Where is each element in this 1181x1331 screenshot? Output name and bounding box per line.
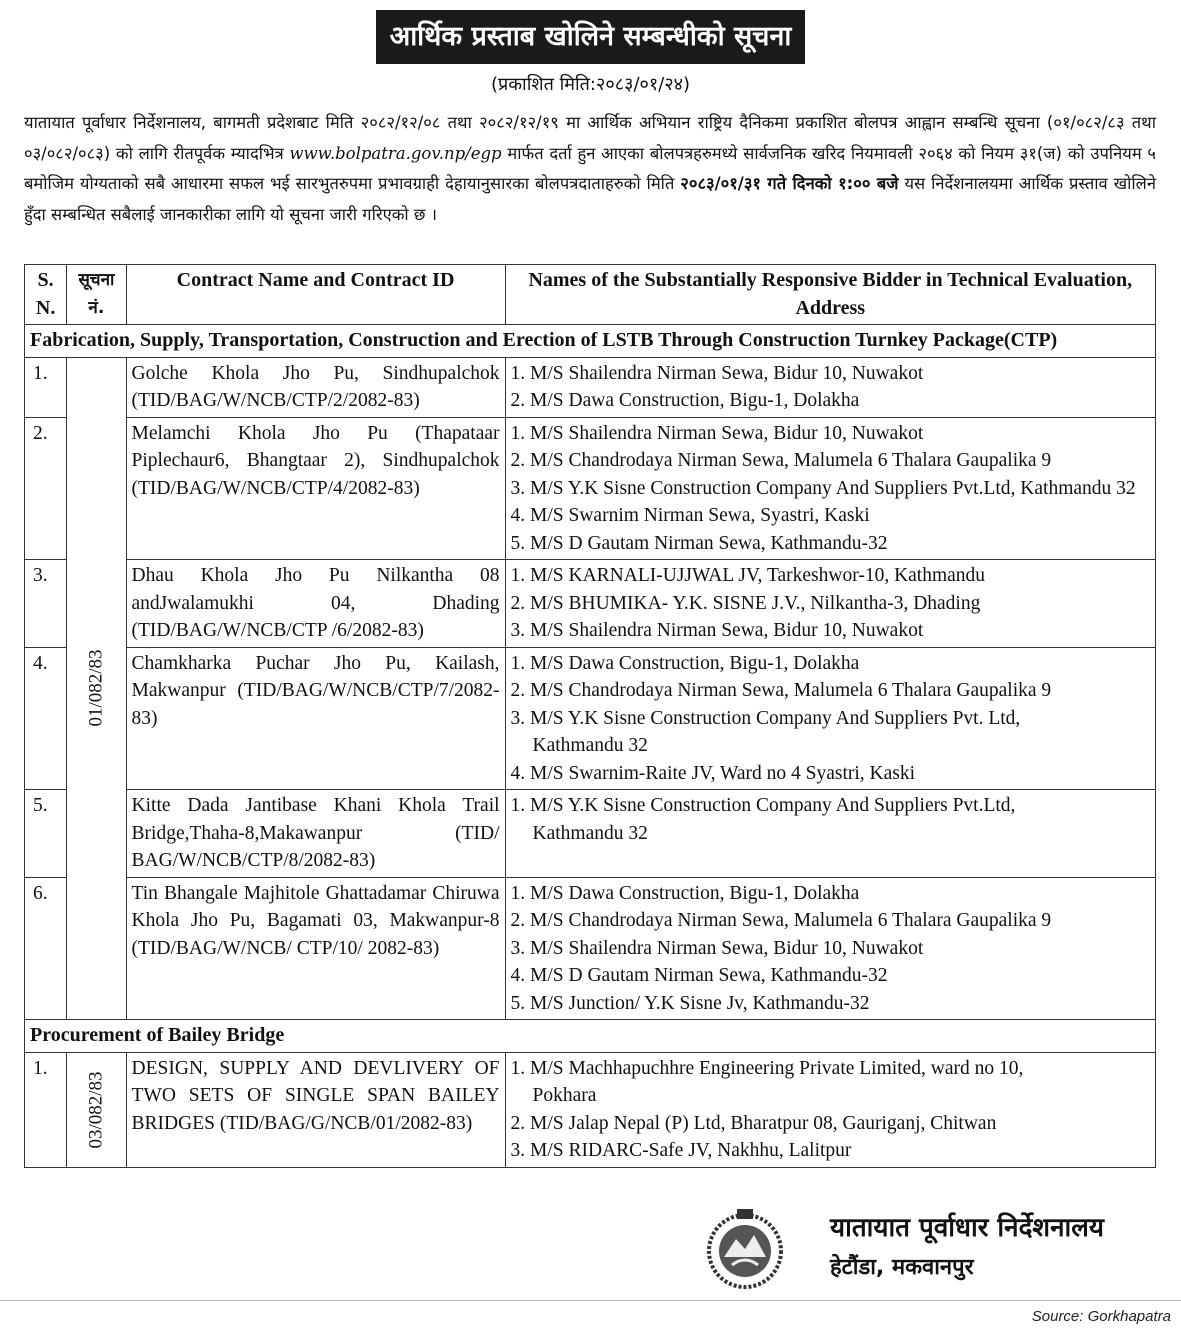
issuing-organization	[830, 1208, 1104, 1288]
table-row	[25, 560, 1156, 648]
section-row	[25, 1020, 1156, 1053]
bidder-item: 1. M/S Shailendra Nirman Sewa, Bidur 10, Nuwakot	[510, 422, 924, 444]
table-row	[25, 357, 1156, 417]
section-title: Fabrication, Supply, Transportation, Construction and Erection of LSTB Through Construction Turnkey Package(CTP)	[25, 325, 1156, 358]
table-row	[25, 877, 1156, 1020]
bidder-list	[505, 417, 1155, 560]
bidder-item: 4. M/S Swarnim-Raite JV, Ward no 4 Syastri, Kaski	[510, 762, 916, 784]
contract-name: Kitte Dada Jantibase Khani Khola Trail Bridge,Thaha-8,Makawanpur (TID/ BAG/W/NCB/CTP/8/2082-83)	[126, 790, 505, 878]
contract-name: Melamchi Khola Jho Pu (Thapataar Piplechaur6, Bhangtaar 2), Sindhupalchok (TID/BAG/W/NCB/CTP/4/2082-83)	[126, 417, 505, 560]
bidder-list	[505, 1052, 1155, 1167]
table-row	[25, 790, 1156, 878]
bolpatra-link[interactable]: www.bolpatra.gov.np/egp	[289, 143, 502, 163]
section-row	[25, 325, 1156, 358]
bidder-item: 3. M/S Shailendra Nirman Sewa, Bidur 10, Nuwakot	[510, 620, 924, 641]
bidder-item: 1. M/S Machhapuchhre Engineering Private Limited, ward no 10,	[510, 1057, 1024, 1079]
header-bidders: Names of the Substantially Responsive Bidder in Technical Evaluation, Address	[505, 265, 1155, 325]
bidder-item: Pokhara	[532, 1085, 597, 1106]
org-address: हेटौंडा, मकवानपुर	[830, 1255, 974, 1280]
bidder-item: 1. M/S Dawa Construction, Bigu-1, Dolakha	[510, 882, 860, 904]
nepal-government-emblem-icon	[702, 1205, 788, 1291]
intro-paragraph	[24, 108, 1156, 230]
bidder-item: 5. M/S Junction/ Y.K Sisne Jv, Kathmandu-32	[510, 992, 870, 1014]
contract-name: Dhau Khola Jho Pu Nilkantha 08 andJwalamukhi 04, Dhading (TID/BAG/W/NCB/CTP /6/2082-83)	[126, 560, 505, 648]
bidder-item: 3. M/S RIDARC-Safe JV, Nakhhu, Lalitpur	[510, 1140, 852, 1161]
opening-date: २०८३/०१/३१ गते दिनको १:०० बजे	[680, 174, 899, 193]
bidder-list	[505, 560, 1155, 648]
bidder-item: 2. M/S Jalap Nepal (P) Ltd, Bharatpur 08, Gauriganj, Chitwan	[510, 1112, 997, 1134]
notice-number-cell	[67, 357, 126, 1020]
notice-number: 01/082/83	[85, 649, 107, 727]
bidder-item: 4. M/S D Gautam Nirman Sewa, Kathmandu-32	[510, 965, 888, 986]
table-row	[25, 647, 1156, 790]
intro-part1: यातायात पूर्वाधार निर्देशनालय, बागमती प्रदेशबाट मिति २०८२/१२/०८ तथा २०८२/१२/१९ मा आर्थिक अभियान राष्ट्रिय दैनिकमा प्रकाशित बोलपत्र आह्वान सम्बन्धि सूचना (०१/०८२/८३ तथा ०३/०८२/०८३) को लागि रीतपूर्वक म्यादभित्र	[24, 113, 1156, 163]
bidder-list	[505, 790, 1155, 878]
bidder-list	[505, 357, 1155, 417]
bidder-item: 1. M/S KARNALI-UJJWAL JV, Tarkeshwor-10, Kathmandu	[510, 565, 986, 586]
intro-part3: यस निर्देशनालयमा आर्थिक प्रस्ताव खोलिने हुँदा सम्बन्धित सबैलाई जानकारीका लागि यो सूचना जारी गरिएको छ ।	[24, 174, 1156, 224]
bidder-item: 1. M/S Shailendra Nirman Sewa, Bidur 10, Nuwakot	[510, 362, 924, 384]
table-row	[25, 417, 1156, 560]
bidder-item: Kathmandu 32	[532, 822, 648, 844]
bidder-item: 2. M/S Chandrodaya Nirman Sewa, Malumela 6 Thalara Gaupalika 9	[510, 450, 1052, 471]
table-header-row	[25, 265, 1156, 325]
bidder-item: 2. M/S Chandrodaya Nirman Sewa, Malumela 6 Thalara Gaupalika 9	[510, 680, 1052, 701]
header-contract: Contract Name and Contract ID	[126, 265, 505, 325]
serial-number: 1.	[25, 357, 67, 417]
section-title: Procurement of Bailey Bridge	[25, 1020, 1156, 1053]
contract-name: Tin Bhangale Majhitole Ghattadamar Chiruwa Khola Jho Pu, Bagamati 03, Makwanpur-8 (TID/BAG/W/NCB/ CTP/10/ 2082-83)	[126, 877, 505, 1020]
notice-number-cell	[67, 1052, 126, 1167]
footer-divider	[0, 1300, 1181, 1301]
org-name: यातायात पूर्वाधार निर्देशनालय	[830, 1213, 1104, 1243]
intro-part2: मार्फत दर्ता हुन आएका बोलपत्रहरुमध्ये सार्वजनिक खरिद नियमावली २०६४ को नियम ३१(ज) को उपनियम ५ बमोजिम योग्यताको सबै आधारमा सफल भई सारभुतरुपमा प्रभावग्राही देहायानुसारका बोलपत्रदाताहरुको मिति	[24, 143, 1156, 193]
serial-number: 6.	[25, 877, 67, 1020]
bidder-list	[505, 647, 1155, 790]
contract-name: Chamkharka Puchar Jho Pu, Kailash, Makwanpur (TID/BAG/W/NCB/CTP/7/2082-83)	[126, 647, 505, 790]
bidder-item: 2. M/S BHUMIKA- Y.K. SISNE J.V., Nilkantha-3, Dhading	[510, 592, 981, 614]
header-sn: S. N.	[25, 265, 67, 325]
bidder-item: 1. M/S Y.K Sisne Construction Company And Suppliers Pvt.Ltd,	[510, 795, 1016, 816]
serial-number: 4.	[25, 647, 67, 790]
notice-title: आर्थिक प्रस्ताब खोलिने सम्बन्धीको सूचना	[376, 10, 806, 64]
published-date: (प्रकाशित मिति:२०८३/०१/२४)	[490, 74, 691, 95]
contract-name: DESIGN, SUPPLY AND DEVLIVERY OF TWO SETS OF SINGLE SPAN BAILEY BRIDGES (TID/BAG/G/NCB/01/2082-83)	[126, 1052, 505, 1167]
bidder-item: 3. M/S Shailendra Nirman Sewa, Bidur 10, Nuwakot	[510, 937, 924, 959]
serial-number: 5.	[25, 790, 67, 878]
bidder-item: Kathmandu 32	[532, 735, 648, 756]
bidder-list	[505, 877, 1155, 1020]
bidder-item: 2. M/S Dawa Construction, Bigu-1, Dolakha	[510, 390, 860, 411]
notice-number: 03/082/83	[85, 1070, 107, 1149]
notice-title-wrap	[0, 10, 1181, 64]
source-credit: Source: Gorkhapatra	[1031, 1308, 1171, 1325]
bidder-item: 5. M/S D Gautam Nirman Sewa, Kathmandu-32	[510, 532, 888, 554]
bidder-item: 1. M/S Dawa Construction, Bigu-1, Dolakha	[510, 652, 860, 674]
serial-number: 3.	[25, 560, 67, 648]
serial-number: 1.	[25, 1052, 67, 1167]
bidder-item: 2. M/S Chandrodaya Nirman Sewa, Malumela 6 Thalara Gaupalika 9	[510, 910, 1052, 931]
bidder-item: 4. M/S Swarnim Nirman Sewa, Syastri, Kaski	[510, 505, 870, 526]
contract-name: Golche Khola Jho Pu, Sindhupalchok (TID/BAG/W/NCB/CTP/2/2082-83)	[126, 357, 505, 417]
header-notice: सूचना नं.	[67, 265, 126, 325]
bidder-item: 3. M/S Y.K Sisne Construction Company And Suppliers Pvt.Ltd, Kathmandu 32	[510, 477, 1136, 499]
table-row	[25, 1052, 1156, 1167]
serial-number: 2.	[25, 417, 67, 560]
bidders-table	[24, 264, 1156, 1168]
bidder-item: 3. M/S Y.K Sisne Construction Company And Suppliers Pvt. Ltd,	[510, 707, 1021, 729]
